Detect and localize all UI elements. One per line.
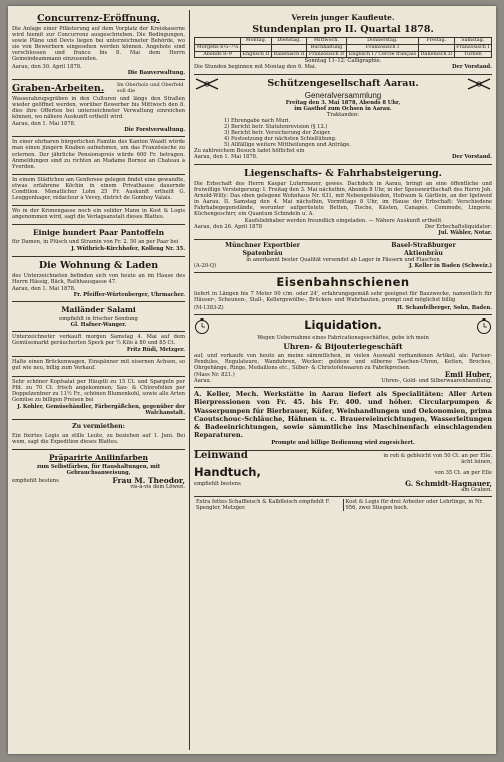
pocket-watch-icon	[476, 317, 492, 335]
ad-body: Sehr schöner Kopfsalat per Häuptli zu 15 Ct. und Spargeln per Pfd. zu 70 Ct. frisch angekommen; Sau- & Chlorofolien per Doppelzentner zu 11½ Fr., schönen Blumenkohl, sowie alle Arten Gemüse zu billigen Preisen bei	[12, 378, 185, 403]
ad-title: Einige hundert Paar Pantoffeln	[32, 228, 165, 238]
ad-signature: Fr. Pfeiffer-Würtenberger, Uhrmacher.	[73, 291, 185, 298]
agenda-item: 5) Allfällige weitere Mittheilungen und Anträge.	[224, 142, 351, 149]
ad-lead: empfiehlt bestens	[194, 480, 241, 487]
ad-anilinfarben	[12, 450, 185, 493]
schedule-table	[194, 37, 492, 58]
agenda-title: Traktanden:	[326, 111, 360, 118]
ad-body: in anerkannt bester Qualität versendet ab Lager in Fässern und Flaschen	[246, 257, 440, 264]
bottom-ads	[194, 497, 492, 511]
ad-subtitle: zum Selbstfärben, für Haushaltungen, mit Gebrauchsanweisung,	[36, 463, 161, 476]
ad-body: empfiehlt in frischer Sendung	[59, 315, 138, 322]
ad-signature: Frau M. Theodor,	[112, 475, 185, 485]
ad-title-aside: Im Oberholz und Oberfeld soll die	[117, 81, 184, 94]
ad-signature: J. Keller in Baden (Schweiz.)	[408, 263, 492, 270]
ad-eisenbahn	[194, 273, 492, 314]
ad-signature-sub: vis-à-vis dem Löwen.	[130, 484, 185, 490]
schedule-start: Die Stunden beginnen mit Montag den 6. Mai.	[194, 64, 317, 71]
ad-concurrenz	[12, 10, 185, 80]
schedule-cell: Englisch II	[242, 50, 270, 57]
schedule-header: Dienstag.	[271, 38, 306, 45]
schedule-cell: Französisch I	[346, 44, 418, 51]
ad-brueckenwagen	[12, 357, 185, 376]
ad-kost-logis-arbeiter: Kost & Logis für drei Arbeiter oder Lehrlinge, in Nr. 956, zwei Stiegen hoch.	[343, 499, 493, 511]
ad-subtitle: Stundenplan pro II. Quartal 1878.	[252, 24, 434, 35]
ad-body: für Damen, in Plüsch und Stramin von Fr. 2. 50 an per Paar bei	[12, 239, 179, 246]
ad-kost-logis	[12, 206, 185, 225]
ad-signature: J. Wüthrich-Kirchhofer, Kolleng Nr. 35.	[71, 246, 185, 253]
ad-signature: Gl. Hafner-Wanger.	[70, 322, 127, 328]
ad-verein-kaufleute	[194, 10, 492, 75]
ad-signature: H. Schaufelberger, Sohn, Baden.	[397, 304, 492, 311]
ad-body: Wo in der Kronengasse noch ein solider Mann in Kost & Logis angenommen wird, sagt die Verlagsanstalt dieses Blattes.	[12, 208, 185, 221]
ad-lead: Wegen Uebernahme eines Fabricationsgeschäftes, gebe ich mein	[257, 334, 429, 341]
schedule-cell: Buchhaltung	[307, 44, 346, 51]
ad-wohnung	[12, 257, 185, 302]
ad-title: Liegenschafts- & Fahrhabsteigerung.	[244, 167, 442, 179]
ad-lead: empfiehlt bestens	[12, 477, 59, 484]
ad-note: Kaufsliebhaber werden freundlich eingeladen. — Nähere Auskunft ertheilt	[244, 218, 442, 225]
ad-title: Aktienbräu	[404, 249, 443, 257]
agenda-item: 4) Festsetzung der nächsten Schießübung.	[224, 136, 337, 143]
ad-code: (A-20-Q)	[194, 263, 217, 270]
schedule-cell: Italienisch II	[271, 51, 306, 58]
ad-body: Die Erbschaft des Herrn Kaspar Lutermauer, gewes. Dachdeck in Aarau, bringt an eine öffentliche und freiwillige Versteigerung: I. Freitag den 3. Mai nächsthin, Abends 8 Uhr, in der Speisewirthschaft des Herrn Joh. Arnold-Willy: Das oben gelegene Wohnhaus Nr. 631, mit Nebengebäuden, Hofraum & Gärtlein, an der Igelweid in Aarau. II. Samstag den 4. Mai nächsthin, Vormittags 8 Uhr, im Hause der Erbschaft: Verschiedene Fahrhabegegenstände, worunter aufgerüstete Betten, Tische, Kästen, Canapés, Commode, Lingerie, Küchengeschirr, ein Quantum Schindeln u. A.	[194, 180, 492, 217]
ad-body: A. Keller, Mech. Werkstätte in Aarau liefert als Specialitäten: Aller Arten Bierpressionen von Fr. 45. bis Fr. 400. und höher. Circularpumpen & Wasserpumpen für Bierbrauer, Küfer, Weinhandlungen und Oekonomien, prima Caoutschouc-Schläuche, Hähnen u. c. Brauereieinrichtungen, Wasserleitungen & Badeeinrichtungen, sowie sämmtliche ins Maschinenfach einschlagenden Reparaturen.	[194, 390, 492, 440]
ad-invite: Zu zahlreichem Besuch ladet höflichst ein	[194, 148, 305, 155]
ad-signature-sub: am Graben.	[461, 486, 492, 493]
ad-date: Aarau, den 1. Mai 1878.	[12, 285, 76, 292]
ad-signature: G. Schmidt-Hagnauer,	[405, 478, 492, 488]
ad-signature: Der Vorstand.	[452, 154, 492, 161]
ad-gemuese	[12, 377, 185, 421]
ad-vermiethen	[12, 420, 185, 450]
agenda-item: 3) Bericht betr. Versicherung der Zeiger.	[224, 130, 332, 137]
ad-body: In einem Städtchen am Genfersee gelegen findet eine gewandte, etwas erfahrene Köchin in einem Privathause dauernde Condition. Monatlicher Lohn 25 Fr. Auskunft ertheilt G. Leuggenhager, rédacteur à Vevey, district de Gomboy Valais.	[12, 176, 185, 202]
ad-keller-werkstaette	[194, 388, 492, 450]
ad-speck	[12, 332, 185, 357]
crossed-rifles-icon	[194, 77, 220, 91]
ad-signature: Der Vorstand.	[452, 64, 492, 71]
ad-heading: Generalversammlung	[304, 90, 382, 100]
schedule-header: Samstag.	[454, 38, 491, 45]
right-column	[194, 10, 492, 750]
schedule-header: Donnerstag.	[346, 38, 418, 45]
schedule-cell: Englisch I / Cercle français	[346, 51, 418, 58]
ad-schaffleisch: Extra fettes Schaffleisch & Kalbfleisch empfiehlt F. Spengler, Metzger.	[196, 498, 331, 511]
ad-heading: Uhren- & Bijouteriegeschäft	[283, 341, 403, 351]
ad-signature-sub: Uhren-, Gold- und Silberwaarenhandlung.	[381, 378, 492, 385]
ad-title: Münchner Exportbier	[225, 242, 300, 250]
schedule-header: Montag.	[241, 38, 272, 45]
schedule-header: Mittwoch.	[307, 38, 346, 45]
ad-body: Ein fixirtes Logis an stille Leute, zu beziehen auf 1. Juni. Bei wem, sagt die Expedition dieses Blattes.	[12, 432, 185, 445]
ad-code: (Mass Nr. 821.)	[194, 372, 235, 379]
ad-liquidation	[194, 315, 492, 389]
ad-heading-aside: von 35 Ct. an per Elle	[434, 469, 492, 476]
ad-title: Spatenbräu	[242, 249, 283, 257]
ad-body: in roh & gebleicht von 50 Ct. an per Elle,	[383, 452, 492, 459]
ad-body: auf, und verkaufe von heute an meine sämmtlichen, in vielen Auswahl vorhandenen Artikel, als: Pariser-Pendules, Regulateure, Wanduhren, Wecker; goldene und silberne Taschen-Uhren, Ketten, Broches, Ohrgehänge, Ringe, Medaillons etc., Silber- & Christofelwaaren zu Fabrikpreisen.	[194, 352, 492, 371]
ad-body-aside: ächt leinen,	[461, 458, 492, 465]
schedule-row-label: Abends 8–9	[195, 51, 241, 58]
agenda-list	[194, 118, 492, 148]
ad-body: Halte einen Brückenwagen, Einspänner mit eisernen Achsen, so gut wie neu, billig zum Verkauf.	[12, 359, 185, 372]
ad-body: des Unterzeichneten befinden sich von heute an im Hause des Herrn Hässig, Bäck, Rathhausgasse 47.	[12, 272, 185, 285]
ad-body: liefert in Längen bis 7 Meter 90 c/m. oder 24', erfahrungsgemäß sehr geeignet für Bauzwecke, namentlich für Häuser-, Scheunen-, Stall-, Kellergewölbe-, Brücken- und Wuhrbauten, prompt und möglichst billig	[194, 291, 492, 304]
ad-body: In einer ehrbaren bürgerlichen Familie des Kanton Waadt würde man einen jüngern Knaben aufnehmen, um das Französische zu erlernen. Der jährliche Pensionspreis würde 600 Fr. betragen. Anmeldungen sind zu richten an Madame Bornoz an Chateau à Yverdon.	[12, 139, 185, 170]
ad-body: Unterzeichneter verkauft morgen Samstag 4. Mai auf dem Gemüsemarkt geräucherten Speck per ½ Kilo à 80 und 85 Ct.	[12, 334, 185, 347]
ad-bier	[194, 240, 492, 273]
ad-title: Eisenbahnschienen	[276, 275, 410, 290]
ad-schuetzen	[194, 75, 492, 165]
ad-body: Wasserabzugsgräben in den Culturen und längs den Straßen wieder geöffnet werden, worüber Bewerber bis Mittwoch den 8. dies ihre Offerten bei unterzeichneter Verwaltung einreichen können, wo nähere Auskunft ertheilt wird.	[12, 95, 185, 121]
ad-city: Aarau.	[194, 378, 212, 385]
left-column	[12, 10, 190, 750]
ad-date: Aarau, den 26. April 1878	[194, 224, 263, 231]
ad-role: Der Erbschaftsliquidator:	[424, 224, 492, 231]
ad-signature: Jul. Wähler, Notar.	[438, 230, 492, 237]
ad-koechin	[12, 175, 185, 206]
ad-tagline: Prompte und billige Bedienung wird zugesichert.	[271, 440, 415, 447]
ad-title: Die Wohnung & Laden	[38, 259, 159, 271]
ad-heading: Handtuch,	[194, 464, 261, 479]
pocket-watch-icon	[194, 317, 210, 335]
schedule-cell: Französisch I	[454, 44, 491, 51]
ad-title: Schützengesellschaft Aarau.	[267, 77, 419, 89]
schedule-header: Freitag.	[419, 38, 454, 45]
ad-leinwand	[194, 451, 492, 497]
schedule-row-label: Morgens 6¼–7¼	[195, 44, 241, 51]
schedule-cell: Turnen	[454, 51, 491, 58]
ad-signature: Die Bauverwaltung.	[127, 69, 185, 76]
ad-title: Basel-Straßburger	[391, 242, 456, 250]
schedule-cell: Französisch II	[307, 51, 346, 58]
ad-code: (M-1383-Z)	[194, 304, 224, 311]
newspaper-page	[8, 6, 496, 754]
schedule-note: Sonntag 11–12: Calligraphie.	[304, 58, 382, 65]
ad-title: Präparirte Anilinfarben	[49, 452, 148, 462]
ad-title: Graben-Arbeiten.	[12, 82, 105, 94]
crossed-rifles-icon	[466, 77, 492, 91]
ad-when: Freitag den 3. Mai 1878, Abends 8 Uhr,	[285, 99, 401, 106]
ad-title: Leinwand	[194, 450, 248, 461]
ad-body: Die Anlage einer Pflästerung auf dem Vorplatz der Kreiskaserne wird hiemit zur Concurrenz ausgeschrieben. Die Bedingungen, sowie Pläne und Devis liegen bei unterzeichneter Behörde, wo sie von Bewerbern eingesehen werden können. Angebote sind verschlossen und franco bis 8. Mai dem Herrn Gemeindeammann einzusenden.	[12, 26, 185, 63]
ad-signature: Fritz Rüdi, Metzger.	[126, 347, 185, 354]
ad-signature: J. Kohler, Gemüsehändler, Färbergäßchen, gegenüber der Walchanstalt.	[17, 403, 185, 417]
agenda-item: 2) Bericht betr. Statutenrevision (§ 12.)	[224, 123, 328, 130]
ad-liegenschaft	[194, 165, 492, 241]
ad-title: Concurrenz-Eröffnung.	[37, 13, 160, 24]
ad-title: Liquidation.	[304, 317, 382, 332]
ad-date: Aarau, den 1. Mai 1878.	[194, 154, 258, 161]
schedule-cell: Italienisch II	[419, 51, 454, 58]
ad-title: Zu vermiethen:	[72, 423, 125, 431]
ad-title: Mailänder Salami	[61, 304, 136, 314]
ad-signature: Die Forstverwaltung.	[124, 127, 185, 134]
ad-title: Verein junger Kaufleute.	[291, 13, 395, 22]
ad-where: im Gasthof zum Ochsen in Aarau.	[294, 105, 392, 112]
ad-pantoffeln	[12, 225, 185, 256]
ad-salami	[12, 302, 185, 332]
agenda-item: 1) Ehrengabe nach Muri.	[224, 117, 291, 124]
ad-pension	[12, 137, 185, 174]
ad-date: Aarau, den 1. Mai 1878.	[12, 121, 76, 128]
ad-date: Aarau, den 30. April 1878.	[12, 63, 82, 70]
ad-graben	[12, 80, 185, 138]
ad-signature: Emil Huber,	[444, 370, 492, 380]
